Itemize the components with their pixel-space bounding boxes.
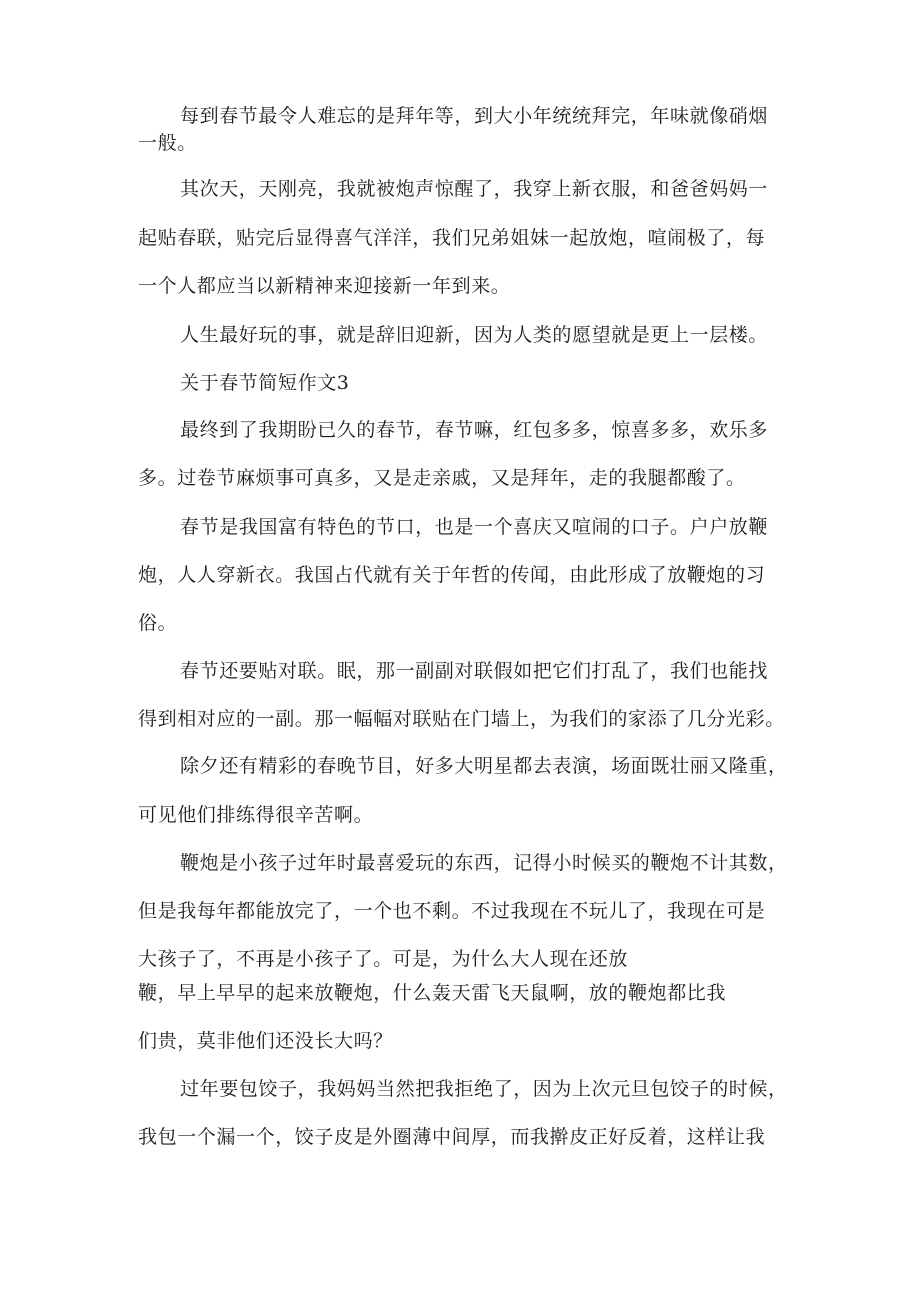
text-line-6: 人生最好玩的事，就是辞旧迎新，因为人类的愿望就是更上一层楼。: [180, 324, 769, 346]
text-line-2: 一般。: [138, 132, 197, 154]
text-line-1: 每到春节最令人难忘的是拜年等，到大小年统统拜完，年味就像硝烟: [180, 105, 769, 127]
text-line-4: 起贴春联，贴完后显得喜气洋洋，我们兄弟姐妹一起放炮，喧闹极了，每: [138, 227, 766, 249]
text-line-8: 最终到了我期盼已久的春节，春节嘛，红包多多，惊喜多多，欢乐多: [180, 419, 769, 441]
text-line-10: 春节是我国富有特色的节口，也是一个喜庆又喧闹的口子。户户放鞭: [180, 516, 769, 538]
text-line-15: 除夕还有精彩的春晚节目，好多大明星都去表演，场面既壮丽又隆重，: [180, 755, 788, 777]
section-heading: 关于春节简短作文3: [180, 372, 350, 394]
text-line-18: 但是我每年都能放完了，一个也不剩。不过我现在不玩儿了，我现在可是: [138, 900, 766, 922]
text-line-3: 其次天，天刚亮，我就被炮声惊醒了，我穿上新衣服，和爸爸妈妈一: [180, 178, 769, 200]
text-line-19: 大孩子了，不再是小孩子了。可是，为什么大人现在还放: [138, 948, 629, 970]
text-line-17: 鞭炮是小孩子过年时最喜爱玩的东西，记得小时候买的鞭炮不计其数，: [180, 852, 788, 874]
text-line-20: 鞭，早上早早的起来放鞭炮，什么轰天雷飞天鼠啊，放的鞭炮都比我: [138, 982, 727, 1004]
text-line-21: 们贵，莫非他们还没长大吗？: [138, 1030, 393, 1052]
text-line-23: 我包一个漏一个，饺子皮是外圈薄中间厚，而我擀皮正好反着，这样让我: [138, 1126, 766, 1148]
text-line-16: 可见他们排练得很辛苦啊。: [138, 804, 374, 826]
text-line-12: 俗。: [138, 612, 178, 634]
text-line-14: 得到相对应的一副。那一幅幅对联贴在门墙上，为我们的家添了几分光彩。: [138, 708, 785, 730]
text-line-5: 一个人都应当以新精神来迎接新一年到来。: [138, 275, 511, 297]
text-line-13: 春节还要贴对联。眠，那一副副对联假如把它们打乱了，我们也能找: [180, 660, 769, 682]
text-line-11: 炮，人人穿新衣。我国占代就有关于年哲的传闻，由此形成了放鞭炮的习: [138, 564, 766, 586]
text-line-22: 过年要包饺子，我妈妈当然把我拒绝了，因为上次元旦包饺子的时候，: [180, 1078, 788, 1100]
text-line-9: 多。过卷节麻烦事可真多，又是走亲戚，又是拜年，走的我腿都酸了。: [138, 467, 746, 489]
